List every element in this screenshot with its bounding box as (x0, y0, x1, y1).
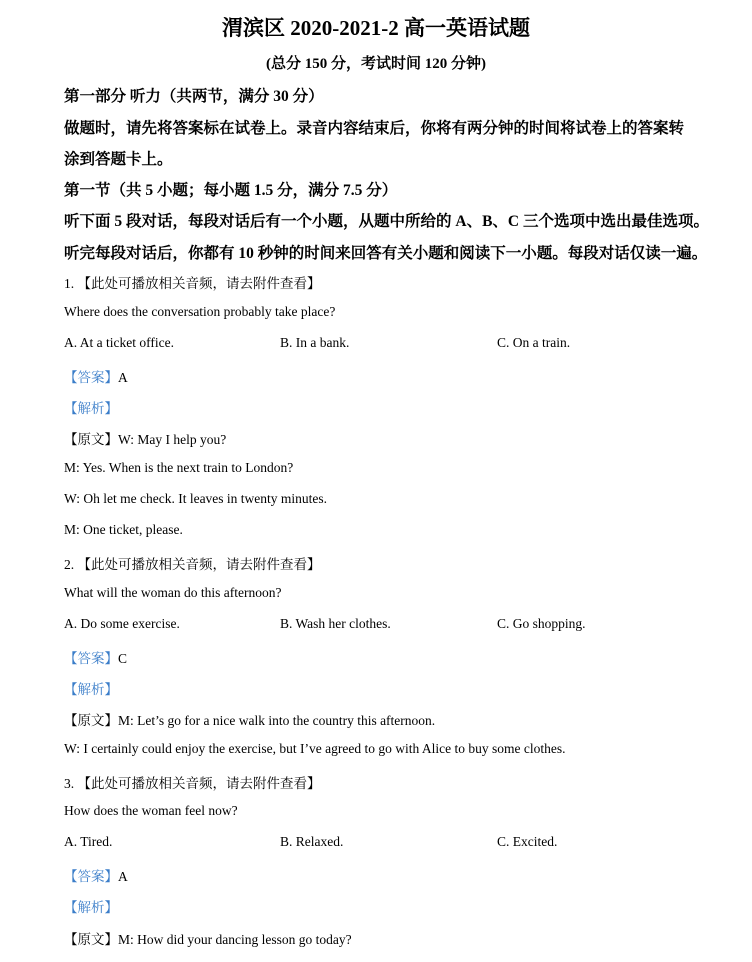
original-tag: 【原文】 (64, 713, 118, 728)
option-c: C. Go shopping. (497, 616, 586, 631)
part1-instruction-line2: 涂到答题卡上。 (64, 151, 173, 168)
transcript-line: W: I certainly could enjoy the exercise, but I’ve agreed to go with Alice to buy some clothes. (64, 741, 566, 756)
question-number: 1. 【此处可播放相关音频，请去附件查看】 (64, 276, 321, 291)
analysis-tag-line (64, 678, 118, 698)
analysis-tag-line (64, 397, 118, 417)
transcript-line (64, 709, 435, 729)
answer-value: C (118, 651, 128, 666)
option-b: B. Relaxed. (280, 834, 344, 849)
option-c: C. Excited. (497, 834, 558, 849)
answer-tag: 【答案】 (64, 869, 118, 884)
transcript-text: W: May I help you? (118, 432, 227, 447)
exam-subtitle: (总分 150 分，考试时间 120 分钟) (266, 56, 486, 72)
option-a: A. Tired. (64, 834, 113, 849)
transcript-line: W: Oh let me check. It leaves in twenty minutes. (64, 491, 328, 506)
option-c: C. On a train. (497, 335, 571, 350)
answer-line (64, 366, 128, 386)
analysis-tag: 【解析】 (64, 900, 118, 915)
original-tag: 【原文】 (64, 432, 118, 447)
question-number: 2. 【此处可播放相关音频，请去附件查看】 (64, 557, 321, 572)
transcript-line: M: Yes. When is the next train to London? (64, 460, 294, 475)
answer-value: A (118, 370, 128, 385)
option-b: B. In a bank. (280, 335, 350, 350)
question-text: How does the woman feel now? (64, 803, 238, 818)
original-tag: 【原文】 (64, 932, 118, 947)
transcript-text: M: Let’s go for a nice walk into the country this afternoon. (118, 713, 436, 728)
section1-heading: 第一节（共 5 小题；每小题 1.5 分，满分 7.5 分） (64, 182, 398, 199)
answer-value: A (118, 869, 128, 884)
analysis-tag-line (64, 896, 118, 916)
analysis-tag: 【解析】 (64, 682, 118, 697)
exam-title: 渭滨区 2020-2021-2 高一英语试题 (222, 16, 530, 40)
section1-instruction-line2: 听完每段对话后，你都有 10 秒钟的时间来回答有关小题和阅读下一小题。每段对话仅读一遍。 (64, 245, 708, 262)
section1-instruction-line1: 听下面 5 段对话，每段对话后有一个小题，从题中所给的 A、B、C 三个选项中选出最佳选项。 (64, 213, 709, 230)
transcript-line (64, 928, 352, 948)
transcript-text: M: How did your dancing lesson go today? (118, 932, 352, 947)
answer-tag: 【答案】 (64, 651, 118, 666)
answer-line (64, 865, 128, 885)
option-a: A. Do some exercise. (64, 616, 180, 631)
part1-instruction-line1: 做题时，请先将答案标在试卷上。录音内容结束后，你将有两分钟的时间将试卷上的答案转 (64, 120, 685, 137)
option-a: A. At a ticket office. (64, 335, 174, 350)
question-number: 3. 【此处可播放相关音频，请去附件查看】 (64, 776, 321, 791)
transcript-line: M: One ticket, please. (64, 522, 183, 537)
question-text: Where does the conversation probably take place? (64, 304, 336, 319)
answer-tag: 【答案】 (64, 370, 118, 385)
answer-line (64, 647, 127, 667)
option-b: B. Wash her clothes. (280, 616, 391, 631)
transcript-line (64, 428, 226, 448)
analysis-tag: 【解析】 (64, 401, 118, 416)
question-text: What will the woman do this afternoon? (64, 585, 282, 600)
part1-heading: 第一部分 听力（共两节，满分 30 分） (64, 88, 324, 105)
